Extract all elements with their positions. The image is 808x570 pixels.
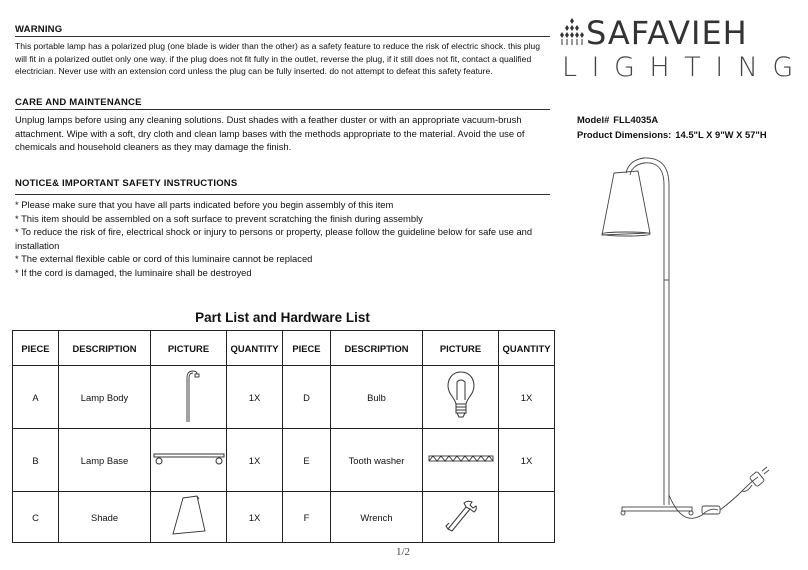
dimensions-label: Product Dimensions: <box>577 129 672 140</box>
notice-section <box>15 178 550 279</box>
description-cell: Tooth washer <box>331 429 423 492</box>
wrench-icon <box>444 499 478 533</box>
dimensions-value: 14.5"L X 9"W X 57"H <box>675 129 767 140</box>
floor-lamp-illustration <box>592 155 782 527</box>
warning-text: This portable lamp has a polarized plug (one blade is wider than the other) as a safety feature to reduce the risk of electric shock. this plug will fit in a polarized outlet only one way. if the plug does not fit fully in the outlet, reverse the plug, if it still does not fit, contact a qualified electrician. Never use with an extension cord unless the plug can be fully inserted. do not attempt to defeat this safety feature. <box>15 41 540 77</box>
notice-title: NOTICE& IMPORTANT SAFETY INSTRUCTIONS <box>15 178 550 195</box>
header-piece: PIECE <box>283 331 331 366</box>
piece-cell: E <box>283 429 331 492</box>
description-cell: Bulb <box>331 366 423 429</box>
picture-cell <box>151 429 227 492</box>
description-cell: Lamp Base <box>59 429 151 492</box>
notice-item: * This item should be assembled on a soft surface to prevent scratching the finish during assembly <box>15 212 423 224</box>
notice-item: * The external flexible cable or cord of this luminaire cannot be replaced <box>15 253 313 264</box>
header-quantity: QUANTITY <box>499 331 555 366</box>
picture-cell <box>423 429 499 492</box>
model-value: FLL4035A <box>613 114 659 125</box>
warning-title: WARNING <box>15 24 550 37</box>
table-row <box>13 366 555 429</box>
notice-item: * To reduce the risk of fire, electrical shock or injury to persons or property, please follow the guideline below for safe use and installation <box>15 226 533 251</box>
parts-table <box>12 330 555 543</box>
model-label: Model# <box>577 114 610 125</box>
quantity-cell: 1X <box>227 366 283 429</box>
piece-cell: A <box>13 366 59 429</box>
parts-table-title: Part List and Hardware List <box>195 310 370 325</box>
piece-cell: C <box>13 492 59 543</box>
description-cell: Shade <box>59 492 151 543</box>
header-picture: PICTURE <box>423 331 499 366</box>
header-picture: PICTURE <box>151 331 227 366</box>
bulb-icon <box>446 370 476 422</box>
description-cell: Lamp Body <box>59 366 151 429</box>
brand-name: SAFAVIEH <box>586 14 748 52</box>
notice-item: * Please make sure that you have all parts indicated before you begin assembly of this item <box>15 199 394 210</box>
header-piece: PIECE <box>13 331 59 366</box>
quantity-cell: 1X <box>227 492 283 543</box>
warning-section <box>15 24 550 78</box>
care-section <box>15 97 550 154</box>
piece-cell: F <box>283 492 331 543</box>
brand-mark-icon <box>560 16 584 46</box>
tooth-washer-icon <box>428 454 494 464</box>
brand-logo <box>560 14 808 83</box>
quantity-cell: 1X <box>499 429 555 492</box>
care-title: CARE AND MAINTENANCE <box>15 97 550 110</box>
piece-cell: B <box>13 429 59 492</box>
care-text: Unplug lamps before using any cleaning solutions. Dust shades with a feather duster or with an appropriate vacuum-brush attachment. Wipe with a soft, dry cloth and clean lamp bases with the methods appropriate to the material. Avoid the use of chemicals and household cleaners as they may damage the finish. <box>15 114 525 152</box>
product-info <box>577 112 767 142</box>
piece-cell: D <box>283 366 331 429</box>
picture-cell <box>423 366 499 429</box>
page-number: 1/2 <box>396 546 411 558</box>
picture-cell <box>151 366 227 429</box>
table-header-row <box>13 331 555 366</box>
table-row <box>13 492 555 543</box>
picture-cell <box>423 492 499 543</box>
notice-item: * If the cord is damaged, the luminaire shall be destroyed <box>15 266 252 278</box>
header-quantity: QUANTITY <box>227 331 283 366</box>
picture-cell <box>151 492 227 543</box>
table-row <box>13 429 555 492</box>
header-description: DESCRIPTION <box>59 331 151 366</box>
shade-icon <box>169 495 209 537</box>
description-cell: Wrench <box>331 492 423 543</box>
lamp-base-icon <box>152 449 226 469</box>
quantity-cell: 1X <box>227 429 283 492</box>
quantity-cell <box>499 492 555 543</box>
brand-subtitle: LIGHTING <box>562 52 808 83</box>
quantity-cell: 1X <box>499 366 555 429</box>
lamp-body-icon <box>174 368 204 424</box>
header-description: DESCRIPTION <box>331 331 423 366</box>
